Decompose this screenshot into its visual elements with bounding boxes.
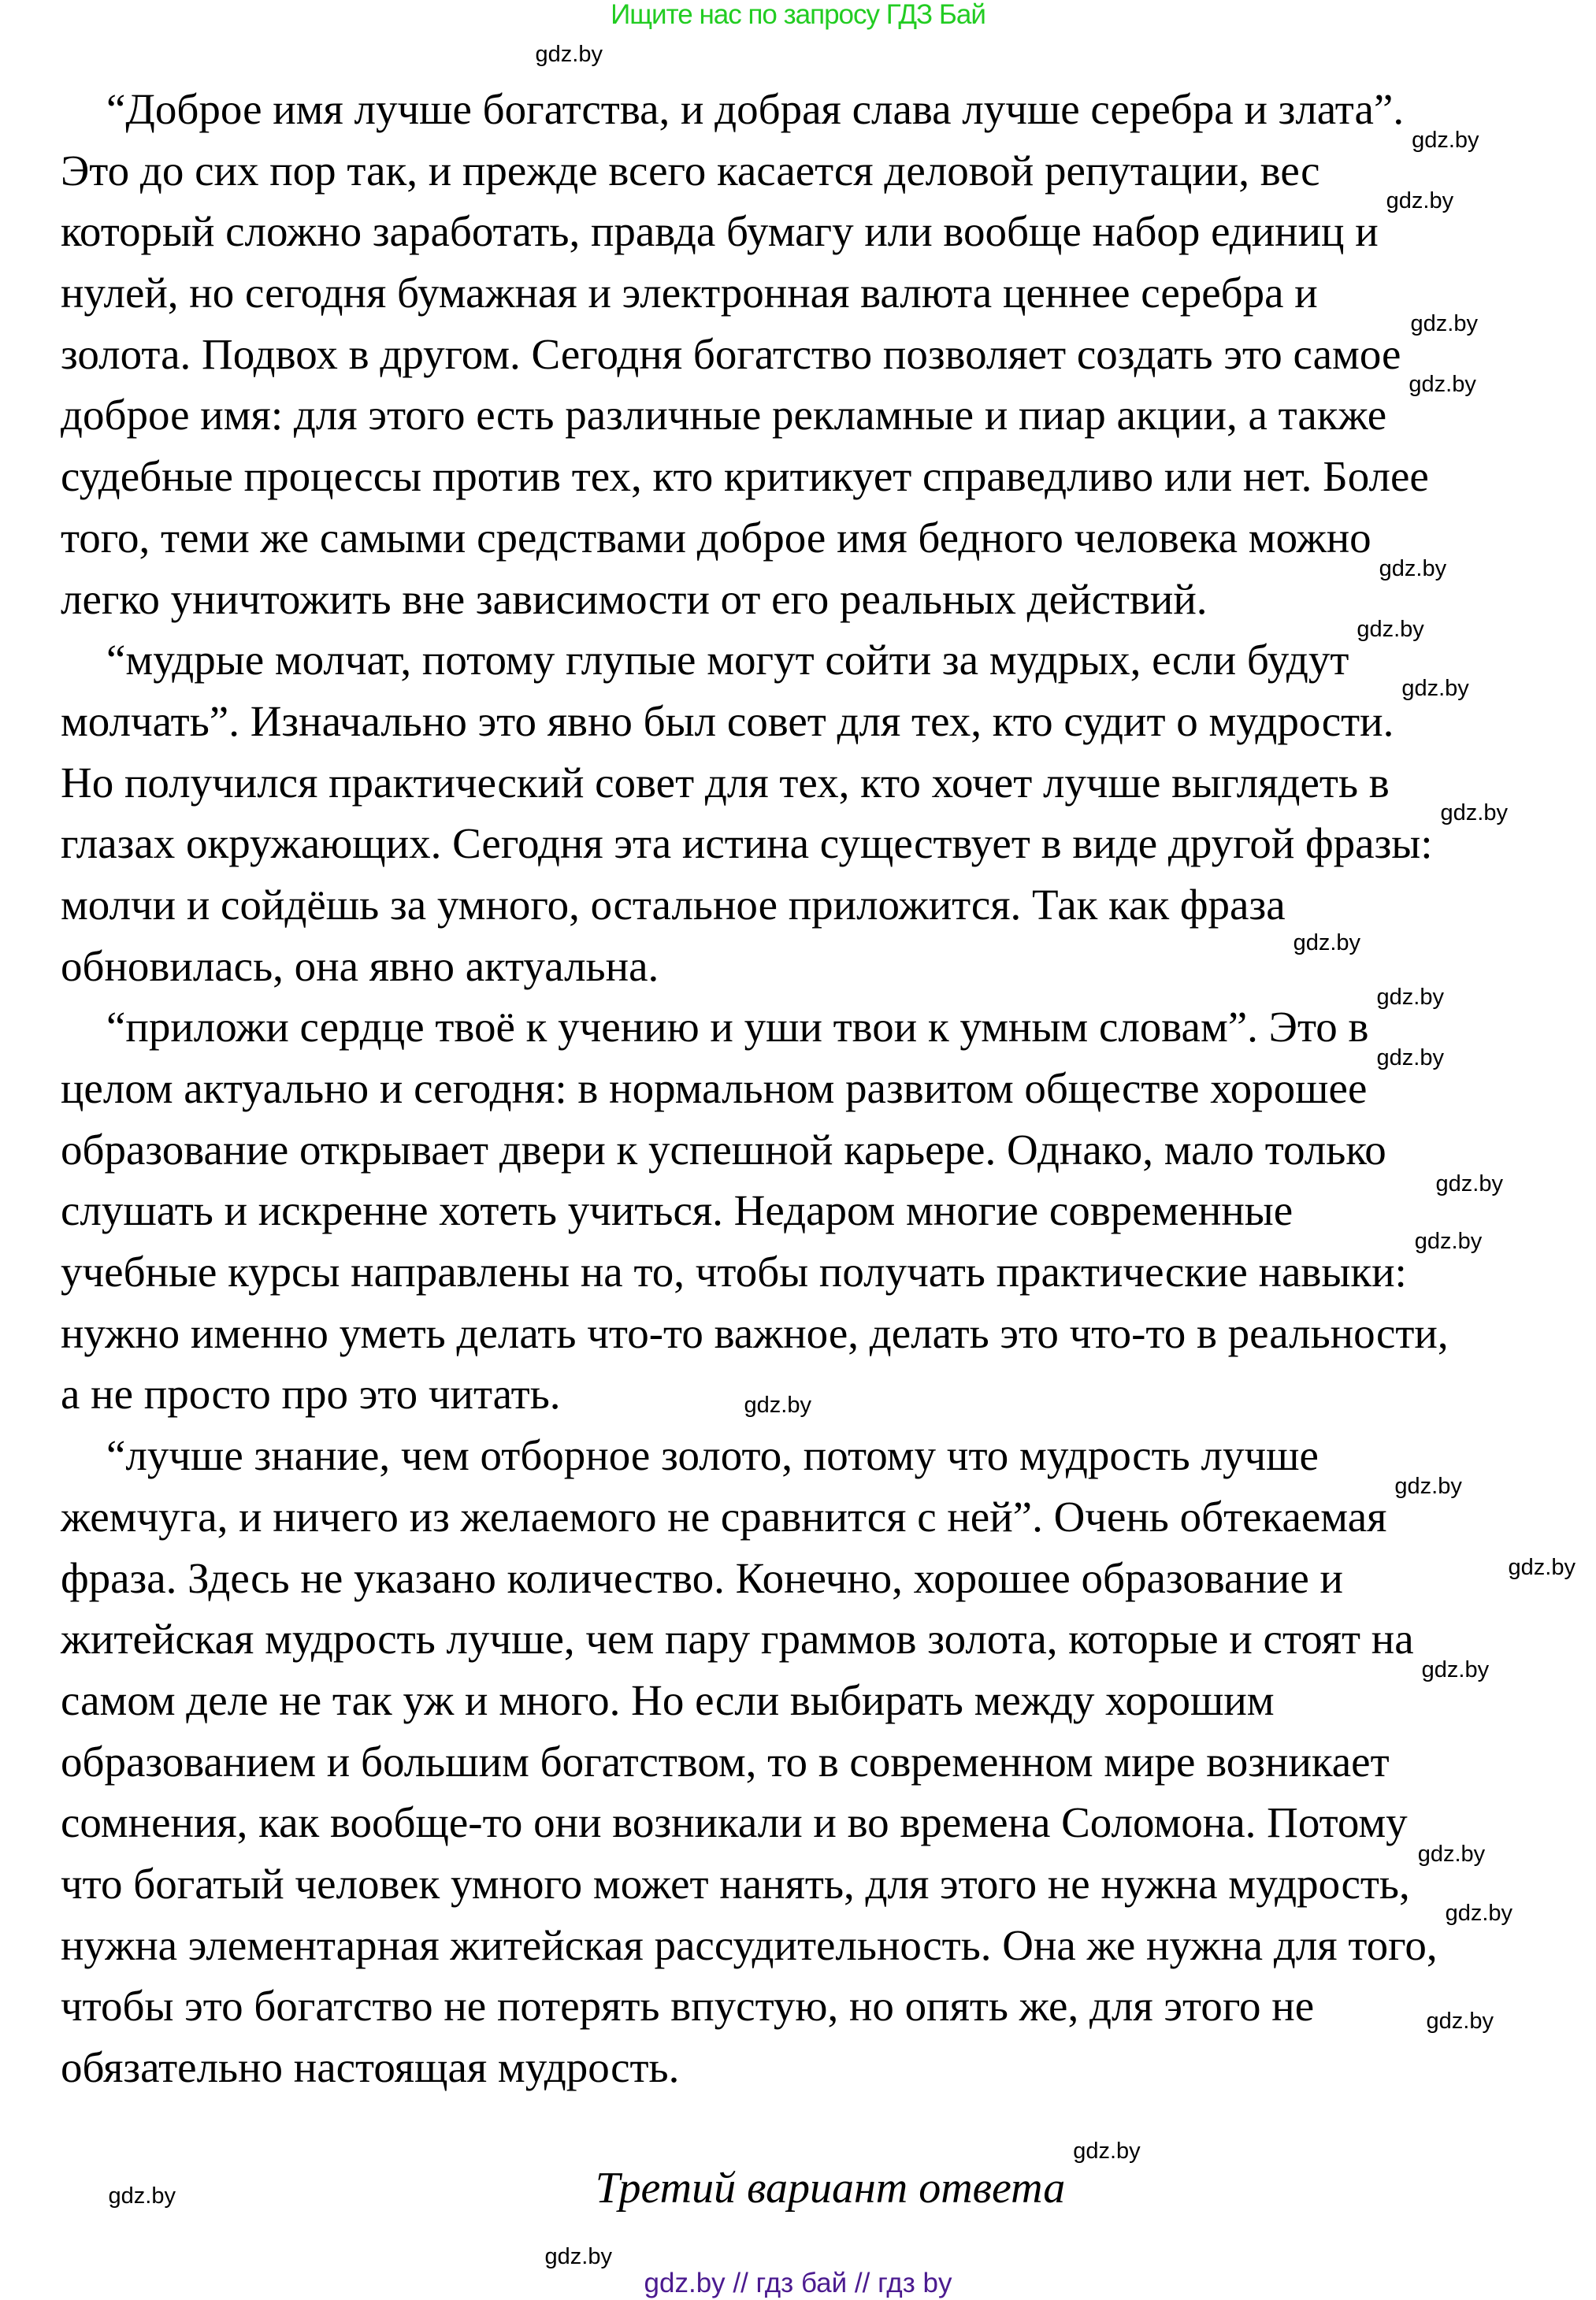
paragraph-line: а не просто про это читать. <box>61 1370 561 1419</box>
watermark: gdz.by <box>535 41 603 67</box>
watermark: gdz.by <box>1421 1656 1490 1682</box>
watermark: gdz.by <box>1508 1554 1576 1580</box>
watermark: gdz.by <box>1401 675 1469 701</box>
paragraph-line: образование открывает двери к успешной карьере. Однако, мало только <box>61 1125 1386 1174</box>
paragraph-line: жемчуга, и ничего из желаемого не сравнится с ней”. Очень обтекаемая <box>61 1492 1387 1541</box>
paragraph-line: сомнения, как вообще-то они возникали и во времена Соломона. Потому <box>61 1798 1408 1847</box>
watermark: gdz.by <box>1414 1228 1483 1254</box>
paragraph-line: доброе имя: для этого есть различные рекламные и пиар акции, а также <box>61 391 1387 440</box>
paragraph-line: житейская мудрость лучше, чем пару граммов золота, которые и стоят на <box>61 1615 1414 1664</box>
watermark: gdz.by <box>544 2243 612 2269</box>
paragraph-line: Это до сих пор так, и прежде всего касается деловой репутации, вес <box>61 146 1320 195</box>
watermark: gdz.by <box>1394 1473 1462 1499</box>
paragraph-line: нулей, но сегодня бумажная и электронная валюта ценнее серебра и <box>61 269 1318 317</box>
paragraph-line: нужно именно уметь делать что-то важное, делать это что-то в реальности, <box>61 1308 1449 1357</box>
paragraph-first-line: “мудрые молчат, потому глупые могут сойти за мудрых, если будут <box>106 636 1349 684</box>
watermark: gdz.by <box>1435 1170 1503 1196</box>
watermark: gdz.by <box>1376 984 1444 1010</box>
paragraph-line: слушать и искренне хотеть учиться. Недаром многие современные <box>61 1186 1294 1235</box>
paragraph-line: нужна элементарная житейская рассудительность. Она же нужна для того, <box>61 1920 1438 1969</box>
paragraph-line: того, теми же самыми средствами доброе имя бедного человека можно <box>61 513 1371 562</box>
watermark: gdz.by <box>1293 929 1361 955</box>
paragraph-line: Но получился практический совет для тех, кто хочет лучше выглядеть в <box>61 758 1390 807</box>
search-banner: Ищите нас по запросу ГДЗ Бай <box>611 0 985 30</box>
watermark: gdz.by <box>1410 310 1478 336</box>
watermark: gdz.by <box>108 2183 176 2209</box>
watermark: gdz.by <box>1409 371 1476 397</box>
paragraph-line: самом деле не так уж и много. Но если выбирать между хорошим <box>61 1675 1275 1724</box>
paragraph-line: молчи и сойдёшь за умного, остальное приложится. Так как фраза <box>61 880 1286 929</box>
paragraph-line: образованием и большим богатством, то в современном мире возникает <box>61 1737 1390 1786</box>
paragraph-first-line: “лучше знание, чем отборное золото, потому что мудрость лучше <box>106 1431 1319 1480</box>
paragraph-first-line: “приложи сердце твоё к учению и уши твои к умным словам”. Это в <box>106 1003 1369 1052</box>
watermark: gdz.by <box>1412 127 1479 153</box>
watermark: gdz.by <box>1379 555 1447 581</box>
watermark: gdz.by <box>1426 2008 1494 2034</box>
paragraph-line: судебные процессы против тех, кто критикует справедливо или нет. Более <box>61 452 1429 501</box>
watermark: gdz.by <box>1445 1900 1513 1926</box>
paragraph-line: чтобы это богатство не потерять впустую, но опять же, для этого не <box>61 1982 1315 2031</box>
watermark: gdz.by <box>1440 799 1508 825</box>
paragraph-line: обновилась, она явно актуальна. <box>61 941 659 990</box>
section-title: Третий вариант ответа <box>595 2164 1066 2213</box>
footer-links[interactable]: gdz.by // гдз бай // гдз by <box>644 2268 952 2298</box>
paragraph-line: что богатый человек умного может нанять, для этого не нужна мудрость, <box>61 1859 1410 1908</box>
paragraph-line: молчать”. Изначально это явно был совет для тех, кто судит о мудрости. <box>61 696 1394 745</box>
paragraph-line: который сложно заработать, правда бумагу или вообще набор единиц и <box>61 207 1379 256</box>
watermark: gdz.by <box>1376 1044 1444 1070</box>
watermark: gdz.by <box>1357 616 1424 642</box>
watermark: gdz.by <box>1417 1841 1486 1867</box>
paragraph-line: целом актуально и сегодня: в нормальном развитом обществе хорошее <box>61 1064 1368 1112</box>
paragraph-line: фраза. Здесь не указано количество. Конечно, хорошее образование и <box>61 1553 1343 1602</box>
watermark: gdz.by <box>744 1392 811 1418</box>
answer-text <box>61 86 1581 2105</box>
watermark: gdz.by <box>1073 2138 1141 2164</box>
paragraph-line: легко уничтожить вне зависимости от его реальных действий. <box>61 574 1208 623</box>
watermark: gdz.by <box>1386 187 1454 213</box>
paragraph-line: глазах окружающих. Сегодня эта истина существует в виде другой фразы: <box>61 819 1433 868</box>
paragraph-line: обязательно настоящая мудрость. <box>61 2043 680 2091</box>
paragraph-line: учебные курсы направлены на то, чтобы получать практические навыки: <box>61 1248 1407 1297</box>
paragraph-first-line: “Доброе имя лучше богатства, и добрая слава лучше серебра и злата”. <box>106 85 1405 133</box>
paragraph-line: золота. Подвох в другом. Сегодня богатство позволяет создать это самое <box>61 329 1401 378</box>
